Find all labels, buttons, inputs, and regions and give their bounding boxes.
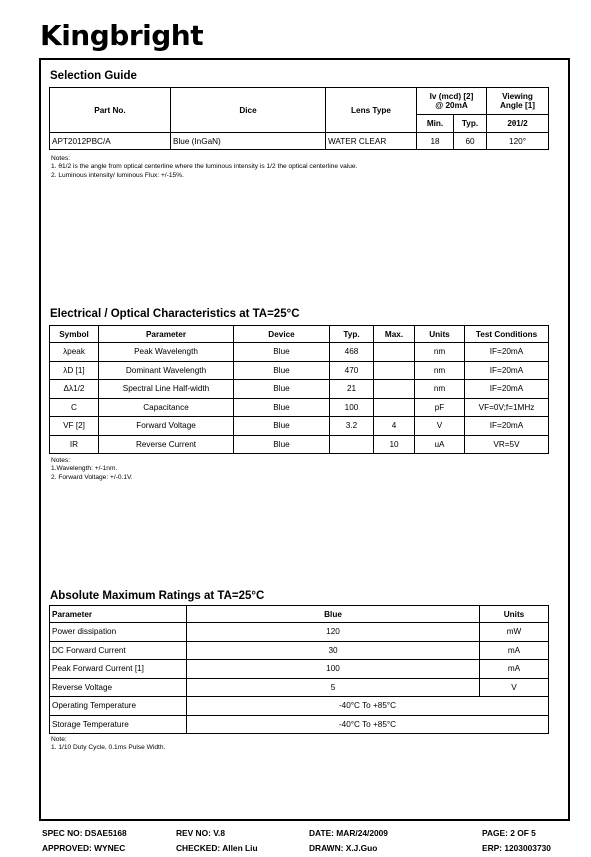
- table-row: [50, 343, 549, 362]
- header-angle: Angle [1]: [499, 101, 536, 110]
- table-cell: Peak Wavelength: [99, 343, 234, 362]
- spec-no: SPEC NO: DSAE5168: [42, 828, 127, 838]
- table-cell: Blue: [234, 417, 330, 436]
- table-cell: 100: [187, 660, 480, 679]
- table-cell: Δλ1/2: [50, 380, 99, 399]
- table-row: [50, 133, 549, 150]
- table-cell: uA: [415, 435, 465, 454]
- table-cell: [374, 343, 415, 362]
- note-line: Notes:: [51, 155, 71, 162]
- header-dice: Dice: [171, 88, 326, 133]
- electrical-table: [49, 325, 549, 454]
- table-cell: nm: [415, 361, 465, 380]
- table-cell: nm: [415, 380, 465, 399]
- absolute-title: Absolute Maximum Ratings at TA=25°C: [50, 590, 265, 602]
- table-cell: Reverse Voltage: [50, 678, 187, 697]
- table-cell: [374, 398, 415, 417]
- header-viewing: Viewing: [502, 91, 533, 101]
- electrical-notes: [51, 457, 133, 482]
- header-max: Max.: [374, 326, 415, 343]
- iv-typ-value: 60: [454, 133, 487, 150]
- table-row: [50, 715, 549, 734]
- table-cell: IF=20mA: [465, 380, 549, 399]
- header-iv-cond: @ 20mA: [435, 101, 468, 110]
- table-cell: [374, 380, 415, 399]
- table-cell: IF=20mA: [465, 417, 549, 436]
- table-cell: Operating Temperature: [50, 697, 187, 716]
- date: DATE: MAR/24/2009: [309, 828, 388, 838]
- table-cell: λD [1]: [50, 361, 99, 380]
- table-cell: mW: [480, 623, 549, 642]
- header-blue: Blue: [187, 606, 480, 623]
- table-cell: IF=20mA: [465, 343, 549, 362]
- selection-guide-notes: [51, 155, 357, 180]
- table-cell: [374, 361, 415, 380]
- table-cell: Blue: [234, 398, 330, 417]
- table-cell: Forward Voltage: [99, 417, 234, 436]
- table-cell: Capacitance: [99, 398, 234, 417]
- note-line: 2. Luminous intensity/ luminous Flux: +/-15%.: [51, 171, 184, 179]
- table-row: [50, 435, 549, 454]
- checked-by: CHECKED: Allen Liu: [176, 843, 258, 853]
- part-number: APT2012PBC/A: [50, 133, 171, 150]
- header-parameter: Parameter: [99, 326, 234, 343]
- approved-by: APPROVED: WYNEC: [42, 843, 126, 853]
- table-row: [50, 678, 549, 697]
- table-row: [50, 398, 549, 417]
- table-cell: Storage Temperature: [50, 715, 187, 734]
- table-cell: Spectral Line Half-width: [99, 380, 234, 399]
- iv-min-value: 18: [417, 133, 454, 150]
- note-line: 1. 1/10 Duty Cycle, 0.1ms Pulse Width.: [51, 744, 166, 752]
- header-part-no: Part No.: [50, 88, 171, 133]
- table-cell: 468: [330, 343, 374, 362]
- table-cell: VR=5V: [465, 435, 549, 454]
- table-cell: 470: [330, 361, 374, 380]
- selection-guide-title: Selection Guide: [50, 70, 137, 82]
- header-lens-type: Lens Type: [326, 88, 417, 133]
- table-cell: V: [415, 417, 465, 436]
- table-cell: 3.2: [330, 417, 374, 436]
- header-theta: 2θ1/2: [487, 115, 549, 133]
- erp-number: ERP: 1203003730: [482, 843, 551, 853]
- table-cell: IR: [50, 435, 99, 454]
- table-cell: VF=0V;f=1MHz: [465, 398, 549, 417]
- header-test-conditions: Test Conditions: [465, 326, 549, 343]
- header-units: Units: [415, 326, 465, 343]
- header-viewing-angle: [487, 88, 549, 115]
- table-row: [50, 660, 549, 679]
- header-parameter: Parameter: [50, 606, 187, 623]
- table-cell: Power dissipation: [50, 623, 187, 642]
- note-line: 2. Forward Voltage: +/-0.1V.: [51, 473, 133, 481]
- viewing-angle-value: 120°: [487, 133, 549, 150]
- table-row: [50, 361, 549, 380]
- table-cell: 21: [330, 380, 374, 399]
- table-cell: VF [2]: [50, 417, 99, 436]
- note-line: Note:: [51, 736, 67, 743]
- table-cell: DC Forward Current: [50, 641, 187, 660]
- table-cell: 100: [330, 398, 374, 417]
- table-cell: Reverse Current: [99, 435, 234, 454]
- header-symbol: Symbol: [50, 326, 99, 343]
- table-cell: Blue: [234, 361, 330, 380]
- table-row: [50, 380, 549, 399]
- table-row: [50, 623, 549, 642]
- absolute-notes: [51, 736, 165, 753]
- table-row: [50, 697, 549, 716]
- table-cell: Blue: [234, 380, 330, 399]
- table-cell: V: [480, 678, 549, 697]
- table-cell: 5: [187, 678, 480, 697]
- page-number: PAGE: 2 OF 5: [482, 828, 536, 838]
- table-cell: pF: [415, 398, 465, 417]
- header-typ: Typ.: [454, 115, 487, 133]
- table-row: [50, 641, 549, 660]
- dice-value: Blue (InGaN): [171, 133, 326, 150]
- table-cell: Blue: [234, 435, 330, 454]
- table-cell: mA: [480, 641, 549, 660]
- brand-logo: Kingbright: [40, 19, 204, 52]
- note-line: 1.Wavelength: +/-1nm.: [51, 465, 118, 473]
- table-cell: [330, 435, 374, 454]
- table-cell: 30: [187, 641, 480, 660]
- table-cell: 120: [187, 623, 480, 642]
- table-cell: 10: [374, 435, 415, 454]
- absolute-header-row: [50, 606, 549, 623]
- note-line: Notes:: [51, 457, 71, 464]
- table-cell: IF=20mA: [465, 361, 549, 380]
- header-iv-label: Iv (mcd) [2]: [429, 91, 474, 101]
- table-cell: 4: [374, 417, 415, 436]
- drawn-by: DRAWN: X.J.Guo: [309, 843, 378, 853]
- table-cell: -40°C To +85°C: [187, 715, 549, 734]
- table-cell: Dominant Wavelength: [99, 361, 234, 380]
- header-iv: [417, 88, 487, 115]
- table-cell: Peak Forward Current [1]: [50, 660, 187, 679]
- table-cell: nm: [415, 343, 465, 362]
- table-cell: C: [50, 398, 99, 417]
- absolute-table: [49, 605, 549, 734]
- note-line: 1. θ1/2 is the angle from optical centerline where the luminous intensity is 1/2 the optical centerline value.: [51, 163, 358, 171]
- electrical-header-row: [50, 326, 549, 343]
- lens-type-value: WATER CLEAR: [326, 133, 417, 150]
- header-min: Min.: [417, 115, 454, 133]
- header-device: Device: [234, 326, 330, 343]
- table-row: [50, 417, 549, 436]
- electrical-title: Electrical / Optical Characteristics at TA=25°C: [50, 308, 300, 320]
- header-typ: Typ.: [330, 326, 374, 343]
- table-cell: Blue: [234, 343, 330, 362]
- rev-no: REV NO: V.8: [176, 828, 226, 838]
- table-cell: -40°C To +85°C: [187, 697, 549, 716]
- header-units: Units: [480, 606, 549, 623]
- table-cell: mA: [480, 660, 549, 679]
- selection-guide-table: [49, 87, 549, 150]
- table-cell: λpeak: [50, 343, 99, 362]
